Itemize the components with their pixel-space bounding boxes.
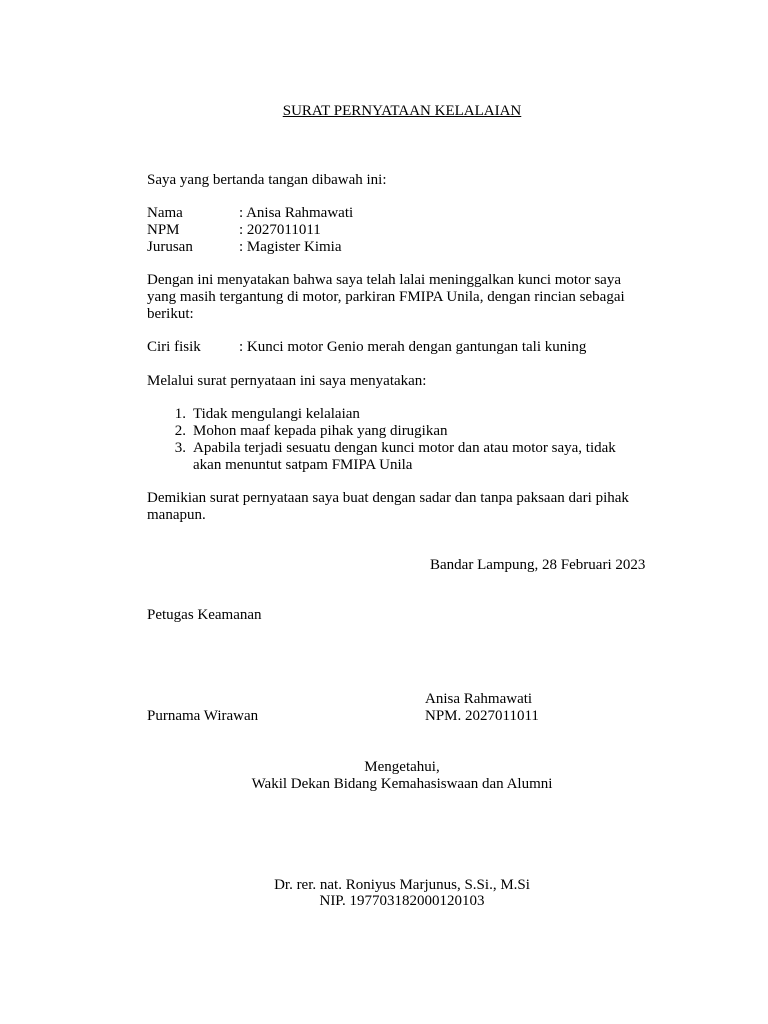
statement-line-1: Dengan ini menyatakan bahwa saya telah lalai meninggalkan kunci motor saya	[147, 272, 622, 288]
dean-name: Dr. rer. nat. Roniyus Marjunus, S.Si., M.Si	[274, 877, 530, 893]
acknowledgment-position: Wakil Dekan Bidang Kemahasiswaan dan Alumni	[251, 776, 553, 792]
place-date: Bandar Lampung, 28 Februari 2023	[430, 557, 646, 573]
label-nama: Nama	[147, 205, 183, 221]
acknowledgment-label: Mengetahui,	[364, 759, 440, 775]
dean-nip: NIP. 197703182000120103	[319, 893, 485, 909]
document-title: SURAT PERNYATAAN KELALAIAN	[282, 103, 522, 119]
signer-name: Anisa Rahmawati	[425, 691, 533, 707]
closing-line-2: manapun.	[147, 507, 206, 523]
signer-npm: NPM. 2027011011	[425, 708, 539, 724]
value-npm: : 2027011011	[239, 222, 321, 238]
list-number-1: 1.	[174, 406, 186, 422]
closing-line-1: Demikian surat pernyataan saya buat dengan sadar dan tanpa paksaan dari pihak	[147, 490, 629, 506]
list-item-3-line-2: akan menuntut satpam FMIPA Unila	[193, 457, 413, 473]
label-ciri-fisik: Ciri fisik	[147, 339, 201, 355]
list-item-1: Tidak mengulangi kelalaian	[193, 406, 360, 422]
statement-line-3: berikut:	[147, 306, 194, 322]
value-nama: : Anisa Rahmawati	[239, 205, 354, 221]
list-number-3: 3.	[174, 440, 186, 456]
security-role: Petugas Keamanan	[147, 607, 262, 623]
declare-intro: Melalui surat pernyataan ini saya menyatakan:	[147, 373, 427, 389]
intro-text: Saya yang bertanda tangan dibawah ini:	[147, 172, 387, 188]
list-item-2: Mohon maaf kepada pihak yang dirugikan	[193, 423, 448, 439]
statement-line-2: yang masih tergantung di motor, parkiran FMIPA Unila, dengan rincian sebagai	[147, 289, 625, 305]
list-number-2: 2.	[174, 423, 186, 439]
list-item-3-line-1: Apabila terjadi sesuatu dengan kunci motor dan atau motor saya, tidak	[193, 440, 616, 456]
label-npm: NPM	[147, 222, 180, 238]
value-jurusan: : Magister Kimia	[239, 239, 342, 255]
label-jurusan: Jurusan	[147, 239, 193, 255]
security-name: Purnama Wirawan	[147, 708, 259, 724]
value-ciri-fisik: : Kunci motor Genio merah dengan gantungan tali kuning	[239, 339, 587, 355]
